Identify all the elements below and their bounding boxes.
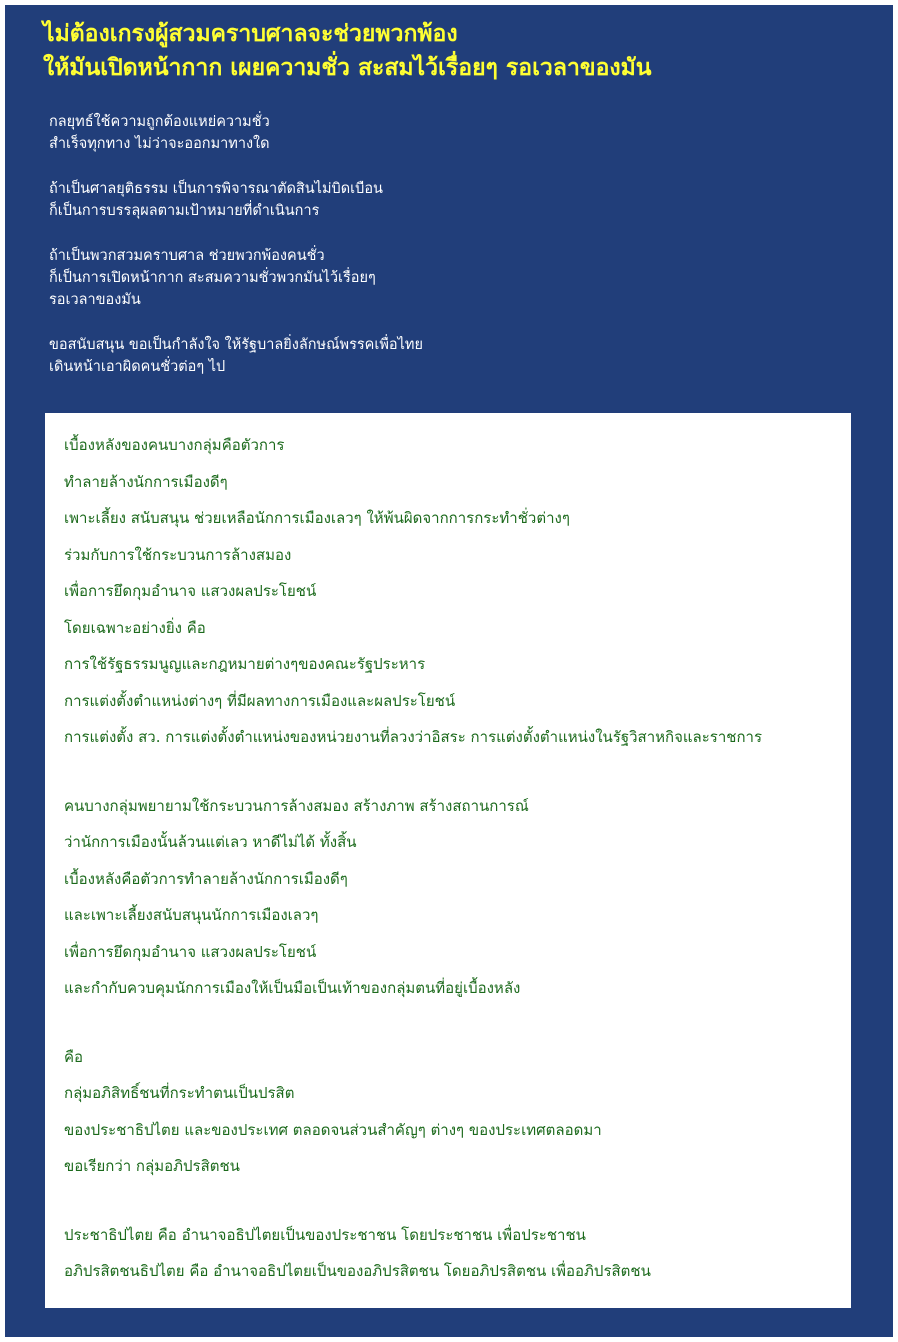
card-line: ประชาธิปไตย คือ อำนาจอธิปไตยเป็นของประชาชน โดยประชาชน เพื่อประชาชน — [64, 1225, 586, 1244]
card-line: อภิปรสิตชนธิปไตย คือ อำนาจอธิปไตยเป็นของอภิปรสิตชน โดยอภิปรสิตชน เพื่ออภิปรสิตชน — [64, 1262, 651, 1280]
card-line: การแต่งตั้ง สว. การแต่งตั้งตำแหน่งของหน่วยงานที่ลวงว่าอิสระ การแต่งตั้งตำแหน่งในรัฐวิสาหกิจและราชการ — [64, 728, 763, 746]
card-line: เบื้องหลังคือตัวการทำลายล้างนักการเมืองดีๆ — [64, 869, 348, 888]
card-line: ขอเรียกว่า กลุ่มอภิปรสิตชน — [64, 1157, 240, 1175]
card-line: ว่านักการเมืองนั้นล้วนแต่เลว หาดีไม่ได้ ทั้งสิ้น — [64, 833, 357, 851]
headline-line: ไม่ต้องเกรงผู้สวมคราบศาลจะช่วยพวกพ้อง — [43, 21, 458, 47]
card-block — [64, 1039, 844, 1185]
intro-line: กลยุทธ์ใช้ความถูกต้องแหย่ความชั่ว — [49, 114, 270, 130]
card-line: เพื่อการยึดกุมอำนาจ แสวงผลประโยชน์ — [64, 582, 317, 600]
intro-line: ถ้าเป็นศาลยุติธรรม เป็นการพิจารณาตัดสินไม่บิดเบือน — [49, 181, 383, 197]
card-line: และเพาะเลี้ยงสนับสนุนนักการเมืองเลวๆ — [64, 906, 319, 924]
card-body — [64, 427, 844, 1322]
card-block — [64, 427, 844, 756]
intro-paragraph — [49, 245, 869, 311]
card-block — [64, 1217, 844, 1290]
intro-paragraph — [49, 334, 869, 378]
card-line: การแต่งตั้งตำแหน่งต่างๆ ที่มีผลทางการเมืองและผลประโยชน์ — [64, 691, 456, 710]
card-block — [64, 788, 844, 1007]
intro-line: รอเวลาของมัน — [49, 292, 141, 308]
intro-line: เดินหน้าเอาผิดคนชั่วต่อๆ ไป — [49, 359, 226, 375]
intro-line: ก็เป็นการเปิดหน้ากาก สะสมความชั่วพวกมันไว้เรื่อยๆ — [49, 270, 376, 286]
intro-paragraph — [49, 178, 869, 222]
card-line: การใช้รัฐธรรมนูญและกฎหมายต่างๆของคณะรัฐประหาร — [64, 655, 426, 673]
card-line: ของประชาธิปไตย และของประเทศ ตลอดจนส่วนสำคัญๆ ต่างๆ ของประเทศตลอดมา — [64, 1120, 602, 1139]
intro-line: ขอสนับสนุน ขอเป็นกำลังใจ ให้รัฐบาลยิ่งลักษณ์พรรคเพื่อไทย — [49, 337, 423, 353]
headline — [43, 17, 883, 85]
card-line: คนบางกลุ่มพยายามใช้กระบวนการล้างสมอง สร้างภาพ สร้างสถานการณ์ — [64, 796, 529, 815]
content-card — [45, 413, 851, 1308]
intro-line: ก็เป็นการบรรลุผลตามเป้าหมายที่ดำเนินการ — [49, 203, 320, 219]
intro-paragraph — [49, 111, 869, 155]
intro-line: ถ้าเป็นพวกสวมคราบศาล ช่วยพวกพ้องคนชั่ว — [49, 248, 325, 264]
card-line: เพื่อการยึดกุมอำนาจ แสวงผลประโยชน์ — [64, 942, 317, 961]
card-line: คือ — [64, 1047, 84, 1066]
card-line: และกำกับควบคุมนักการเมืองให้เป็นมือเป็นเท้าของกลุ่มตนที่อยู่เบื้องหลัง — [64, 979, 521, 997]
card-line: กลุ่มอภิสิทธิ์ชนที่กระทำตนเป็นปรสิต — [64, 1084, 295, 1102]
intro-text — [49, 111, 869, 401]
card-line: ทำลายล้างนักการเมืองดีๆ — [64, 472, 228, 491]
headline-line: ให้มันเปิดหน้ากาก เผยความชั่ว สะสมไว้เรื่อยๆ รอเวลาของมัน — [43, 55, 652, 81]
card-line: เบื้องหลังของคนบางกลุ่มคือตัวการ — [64, 436, 285, 454]
card-line: โดยเฉพาะอย่างยิ่ง คือ — [64, 618, 206, 637]
card-line: เพาะเลี้ยง สนับสนุน ช่วยเหลือนักการเมืองเลวๆ ให้พ้นผิดจากการกระทำชั่วต่างๆ — [64, 509, 570, 527]
intro-line: สำเร็จทุกทาง ไม่ว่าจะออกมาทางใด — [49, 136, 270, 152]
card-line: ร่วมกับการใช้กระบวนการล้างสมอง — [64, 545, 292, 564]
